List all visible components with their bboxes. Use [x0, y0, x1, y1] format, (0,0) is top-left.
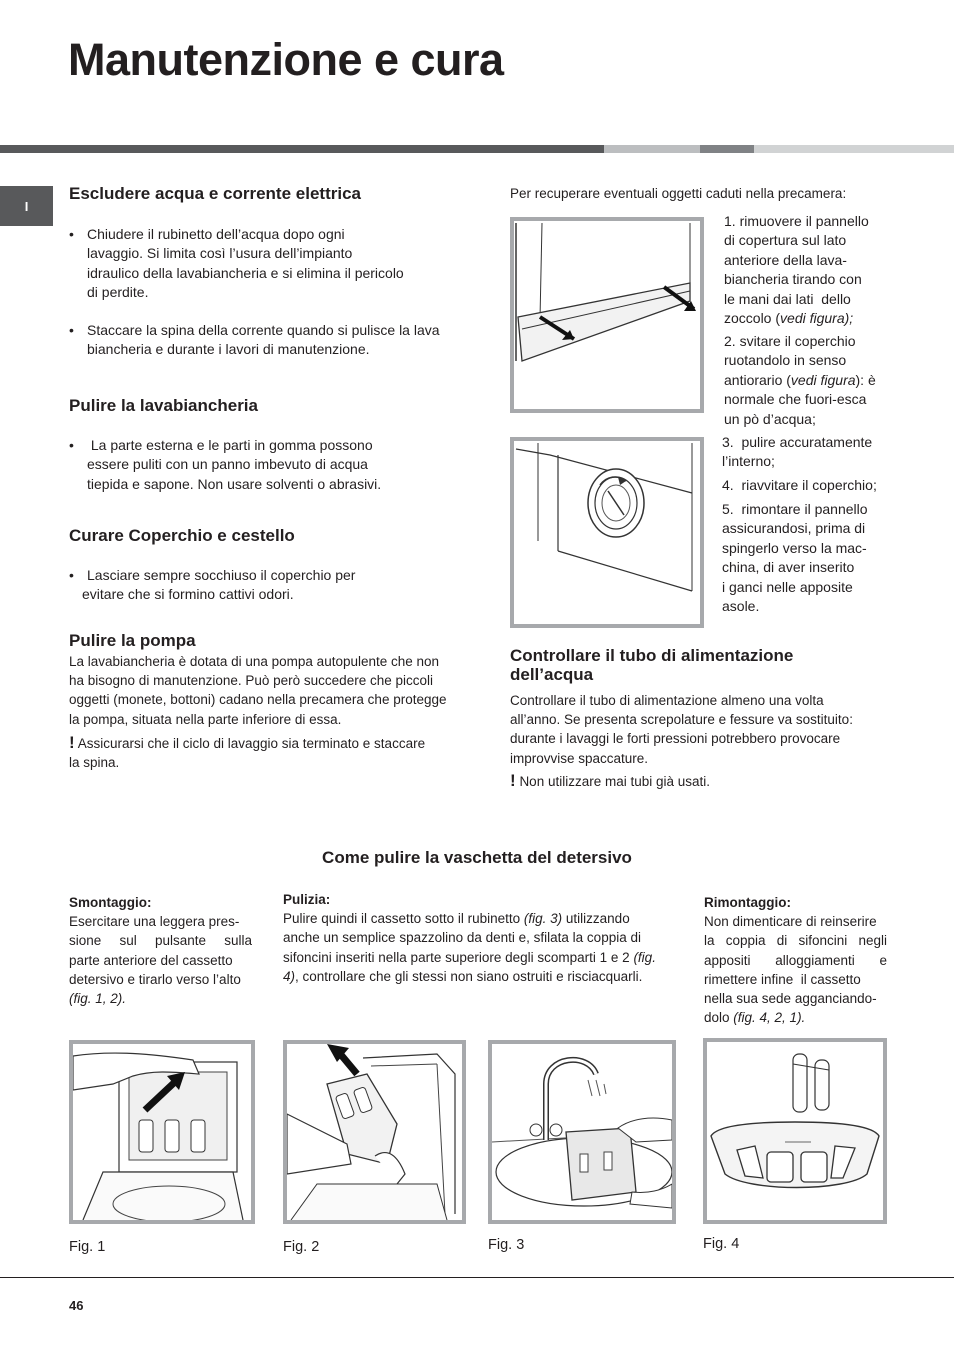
text-line: di copertura sul lato — [724, 232, 847, 249]
page-number: 46 — [69, 1298, 84, 1313]
step-2 — [724, 332, 890, 429]
text-line: 2. svitare il coperchio — [724, 333, 856, 349]
text-span: ): è — [855, 371, 876, 388]
text-line: spingerlo verso la mac- — [722, 539, 867, 556]
heading-line: dell’acqua — [510, 665, 594, 684]
text-span: zoccolo ( — [724, 310, 781, 327]
heading-line: Controllare il tubo di alimentazione — [510, 646, 794, 665]
step-5 — [722, 500, 888, 616]
figure-4-image — [703, 1038, 887, 1224]
figure-ref: (fig. 3) — [523, 911, 563, 927]
list-item: • La parte esterna e le parti in gomma possono essere puliti con un panno imbevuto di acqua tiepida e sapone. Non usare solventi o abrasivi. — [69, 436, 469, 496]
figure-ref: (fig. 1, 2). — [69, 991, 127, 1007]
subheading: Smontaggio: — [69, 895, 152, 910]
reassembly-text — [704, 893, 887, 1027]
header-bar-dark — [0, 145, 604, 153]
text-span: antiorario ( — [724, 371, 791, 388]
text-line — [704, 1008, 887, 1027]
header-bar-mid — [700, 145, 754, 153]
text-line: La parte esterna e le parti in gomma possono — [87, 437, 373, 453]
header-bar-light-2 — [754, 145, 954, 153]
text-line: lavaggio. Si limita così l’usura dell’impianto — [87, 245, 353, 262]
figure-ref: vedi figura — [790, 371, 856, 388]
text-line: ha bisogno di manutenzione. Può però succedere che piccoli — [69, 673, 433, 689]
cleaning-text — [283, 890, 675, 986]
text-line: Assicurarsi che il ciclo di lavaggio sia terminato e staccare — [77, 736, 426, 751]
figure-1-image — [69, 1040, 255, 1224]
pump-paragraph — [69, 652, 469, 729]
text-line: biancheria e durante i lavori di manutenzione. — [87, 341, 370, 358]
figure-4-caption: Fig. 4 — [703, 1236, 740, 1252]
header-bar-light-1 — [604, 145, 700, 153]
text-line: parte anteriore del cassetto — [69, 952, 233, 968]
warning-icon: ! — [69, 733, 75, 752]
text-line: la pompa, situata nella parte inferiore di essa. — [69, 711, 342, 727]
section-heading-detergent-drawer: Come pulire la vaschetta del detersivo — [322, 848, 632, 867]
text-span: Non utilizzare mai tubi già usati. — [519, 774, 711, 789]
text-line: evitare che si formino cattivi odori. — [82, 586, 294, 603]
language-tab: I — [0, 186, 53, 226]
text-line: durante i lavaggi le forti pressioni potrebbero provocare — [510, 731, 841, 747]
text-line: tiepida e sapone. Non usare solventi o abrasivi. — [87, 475, 382, 492]
pump-warning — [69, 733, 469, 772]
text-span: , controllare che gli stessi non siano ostruiti e risciacquarli. — [295, 968, 643, 984]
panel-removal-illustration — [510, 217, 704, 413]
text-line: rimettere infine il cassetto — [704, 971, 861, 987]
pump-cap-drawing — [514, 441, 700, 624]
pump-cap-illustration — [510, 437, 704, 628]
figure-3-drawing — [492, 1044, 672, 1220]
text-line: la coppia di sifoncini negli — [704, 933, 887, 949]
text-line: Esercitare una leggera pres- — [69, 914, 240, 930]
figure-ref: 4) — [283, 968, 296, 984]
text-line: biancheria tirando con — [724, 271, 862, 288]
text-line: china, di aver inserito — [722, 559, 855, 576]
figure-3-caption: Fig. 3 — [488, 1237, 525, 1253]
page-title: Manutenzione e cura — [68, 34, 504, 85]
text-line: idraulico della lavabiancheria e si elimina il pericolo — [87, 264, 404, 281]
text-line: anteriore della lava- — [724, 251, 847, 268]
text-line — [724, 309, 890, 328]
text-line: 3. pulire accuratamente — [722, 434, 873, 450]
text-line: ruotandolo in senso — [724, 352, 847, 369]
subheading: Rimontaggio: — [704, 895, 791, 910]
figure-4-drawing — [707, 1042, 883, 1220]
list-item: • Chiudere il rubinetto dell’acqua dopo ogni lavaggio. Si limita così l’usura dell’impianto idraulico della lavabiancheria e si elimina il pericolo di perdite. — [69, 225, 469, 305]
footer-divider — [0, 1277, 954, 1278]
section-heading-pump: Pulire la pompa — [69, 631, 196, 650]
figure-ref: vedi figura — [780, 310, 845, 327]
text-line: di perdite. — [87, 284, 149, 301]
text-line: Controllare il tubo di alimentazione almeno una volta — [510, 693, 824, 708]
text-line: oggetti (monete, bottoni) cadano nella precamera che protegge — [69, 692, 447, 708]
text-line: i ganci nelle apposite — [722, 578, 853, 595]
supply-hose-warning — [510, 771, 710, 791]
text-line: 1. rimuovere il pannello — [724, 213, 869, 229]
supply-hose-paragraph — [510, 691, 910, 768]
figure-ref: (fig. — [633, 949, 656, 965]
list-item: • Staccare la spina della corrente quando si pulisce la lava biancheria e durante i lavori di manutenzione. — [69, 321, 469, 361]
panel-removal-drawing — [514, 221, 700, 409]
figure-3-image — [488, 1040, 676, 1224]
text-span: ); — [844, 310, 854, 327]
list-item: • Lasciare sempre socchiuso il coperchio per evitare che si formino cattivi odori. — [69, 566, 469, 606]
text-line: all’anno. Se presenta screpolature e fessure va sostituito: — [510, 712, 853, 728]
text-line — [283, 967, 675, 986]
text-line — [724, 371, 890, 390]
text-line: detersivo e tirarlo verso l’alto — [69, 971, 241, 987]
warning-icon: ! — [510, 771, 516, 790]
section-heading-lid-drum: Curare Coperchio e cestello — [69, 526, 295, 545]
section-heading-clean-washer: Pulire la lavabiancheria — [69, 396, 258, 415]
text-span: utilizzando — [562, 911, 630, 927]
text-line: Non dimenticare di reinserire — [704, 914, 877, 930]
text-line: Lasciare sempre socchiuso il coperchio per — [87, 567, 356, 583]
figure-ref: (fig. 4, 2, 1). — [733, 1010, 806, 1026]
text-span: dolo — [704, 1010, 734, 1026]
section-heading-supply-hose — [510, 646, 793, 684]
text-line — [283, 909, 675, 928]
text-line — [283, 948, 675, 967]
text-line: Staccare la spina della corrente quando si pulisce la lava — [87, 322, 440, 338]
text-line: improvvise spaccature. — [510, 750, 649, 766]
text-line: anche un semplice spazzolino da denti e, sfilata la coppia di — [283, 930, 641, 946]
figure-2-drawing — [287, 1044, 462, 1220]
figure-2-caption: Fig. 2 — [283, 1239, 320, 1255]
figure-2-image — [283, 1040, 466, 1224]
text-span: sifoncini inseriti nella parte superiore degli scomparti 1 e 2 — [283, 949, 634, 965]
subheading: Pulizia: — [283, 892, 331, 907]
step-1 — [724, 212, 890, 328]
text-line: le mani dai lati dello — [724, 290, 851, 307]
text-line: nella sua sede agganciando- — [704, 991, 877, 1007]
text-line: essere puliti con un panno imbevuto di acqua — [87, 456, 368, 473]
text-line: l’interno; — [722, 453, 775, 470]
step-4: 4. riavvitare il coperchio; — [722, 477, 877, 493]
text-span: Pulire quindi il cassetto sotto il rubinetto — [283, 911, 524, 927]
precamera-intro: Per recuperare eventuali oggetti caduti nella precamera: — [510, 186, 847, 201]
text-line: Chiudere il rubinetto dell’acqua dopo ogni — [87, 226, 345, 242]
text-line: asole. — [722, 598, 760, 615]
text-line: assicurandosi, prima di — [722, 520, 866, 537]
text-line: La lavabiancheria è dotata di una pompa autopulente che non — [69, 654, 440, 669]
section-heading-water-power: Escludere acqua e corrente elettrica — [69, 184, 361, 203]
text-line: 5. rimontare il pannello — [722, 501, 868, 517]
figure-1-drawing — [73, 1044, 251, 1220]
text-line: sione sul pulsante sulla — [69, 933, 252, 949]
text-line: normale che fuori-esca — [724, 391, 867, 408]
disassembly-text — [69, 893, 252, 1008]
text-line: appositi alloggiamenti e — [704, 952, 887, 968]
text-line: un pò d’acqua; — [724, 410, 816, 427]
step-3 — [722, 433, 888, 472]
figure-1-caption: Fig. 1 — [69, 1239, 106, 1255]
text-line: la spina. — [69, 755, 120, 771]
